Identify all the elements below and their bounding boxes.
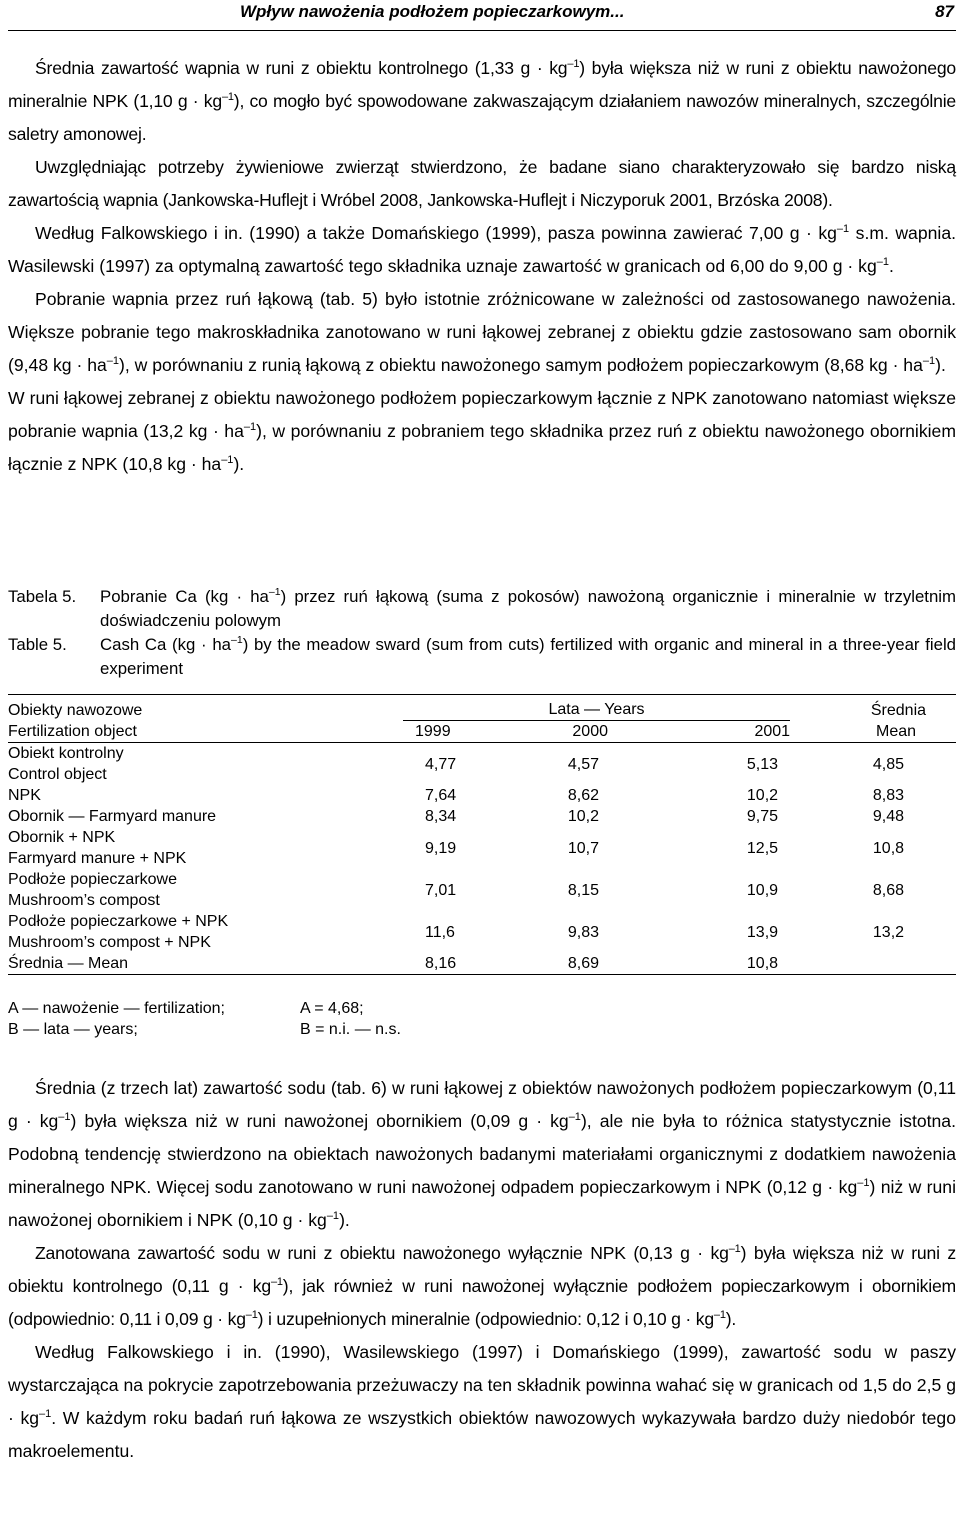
header-object-en: Fertilization object	[8, 721, 403, 743]
cell: 13,2	[872, 923, 905, 941]
stat-value: A = 4,68;	[300, 1000, 364, 1017]
body-text-bottom	[8, 1072, 956, 1468]
header-year: 2000	[481, 721, 656, 743]
header-mean-en: Mean	[790, 721, 956, 743]
page-number: 87	[935, 2, 954, 21]
header-years: Lata — Years	[403, 695, 790, 722]
running-title: Wpływ nawożenia podłożem popieczarkowym...	[240, 2, 625, 21]
cell	[790, 953, 956, 975]
row-label: NPK	[8, 787, 41, 804]
cell: 10,9	[746, 881, 779, 899]
running-header	[8, 0, 956, 31]
row-label: Podłoże popieczarkowe Mushroom’s compost	[8, 871, 177, 909]
cell: 12,5	[746, 839, 779, 857]
paragraph: W runi łąkowej zebranej z obiektu nawożonego podłożem popieczarkowym łącznie z NPK zanotowano natomiast większe pobranie wapnia (13,2 kg · $ha^{-1}$), w porównaniu z pobraniem tego składnika przez ruń z obiektu nawożonego obornikiem łącznie z NPK (10,8 kg · $ha^{-1}$).	[8, 388, 956, 474]
table-row	[8, 785, 956, 806]
cell: 5,13	[746, 755, 779, 773]
paragraph: Zanotowana zawartość sodu w runi z obiektu nawożonego wyłącznie NPK (0,13 $g \cdot kg^{-1}$) była większa niż w runi z obiektu kontrolnego (0,11 $g \cdot kg^{-1}$), jak również w runi nawożonej wyłącznie podłożem popieczarkowym i obornikiem (odpowiednio: 0,11 i 0,09 $g \cdot kg^{-1}$) i uzupełnionych mineralnie (odpowiednio: 0,12 i 0,10 $g \cdot kg^{-1}$).	[8, 1243, 957, 1329]
cell: 8,68	[872, 881, 905, 899]
data-table	[8, 694, 956, 975]
table-row	[8, 806, 956, 827]
row-label: Podłoże popieczarkowe + NPK Mushroom’s compost + NPK	[8, 913, 229, 951]
paragraph: Pobranie wapnia przez ruń łąkową (tab. 5) było istotnie zróżnicowane w zależności od zastosowanego nawożenia. Większe pobranie tego makroskładnika zanotowano w runi łąkowej zebranej z obiektu gdzie zastosowano sam obornik (9,48 kg · $ha^{-1}$), w porównaniu z runią łąkową z obiektu nawożonego samym podłożem popieczarkowym (8,68 kg · $ha^{-1}$).	[8, 289, 956, 375]
cell: 9,83	[567, 923, 599, 941]
header-object: Obiekty nawozowe	[8, 695, 403, 722]
cell: 8,15	[567, 881, 599, 899]
stat-label: A — nawożenie — fertilization;	[8, 1000, 225, 1017]
paragraph: Według Falkowskiego i in. (1990), Wasilewskiego (1997) i Domańskiego (1999), zawartość sodu w paszy wystarczająca na pokrycie zapotrzebowania przeżuwaczy na ten składnik powinna wahać się w granicach od 1,5 do 2,5 $g \cdot kg^{-1}$. W każdym roku badań ruń łąkowa ze wszystkich obiektów nawozowych wykazywała bardzo duży niedobór tego makroelementu.	[8, 1342, 956, 1461]
cell: 7,01	[425, 881, 457, 899]
stat-row	[8, 1019, 956, 1040]
stat-value: B = n.i. — n.s.	[300, 1021, 401, 1038]
caption-english	[8, 633, 956, 681]
cell: 8,83	[872, 787, 905, 804]
header-mean: Średnia	[790, 695, 956, 722]
cell: 9,19	[425, 839, 457, 857]
table-header-row	[8, 721, 956, 743]
table-header-row	[8, 695, 956, 722]
row-label: Obornik — Farmyard manure	[8, 808, 217, 825]
cell: 10,8	[656, 953, 790, 975]
cell: 10,2	[746, 787, 779, 804]
stat-row	[8, 998, 956, 1019]
cell: 4,77	[425, 755, 457, 773]
cell: 10,2	[567, 808, 599, 825]
cell: 13,9	[746, 923, 779, 941]
caption-label: Table 5.	[8, 635, 67, 654]
stat-label: B — lata — years;	[8, 1021, 138, 1038]
table-caption	[8, 585, 956, 681]
row-label: Obiekt kontrolny Control object	[8, 745, 124, 783]
paragraph: Średnia zawartość wapnia w runi z obiektu kontrolnego (1,33 $g \cdot kg^{-1}$) była większa niż w runi z obiektu nawożonego mineralnie NPK (1,10 $g \cdot kg^{-1}$), co mogło być spowodowane zakwaszającym działaniem nawozów mineralnych, szczególnie saletry amonowej.	[8, 58, 956, 144]
cell: 9,48	[872, 808, 905, 825]
cell: 11,6	[425, 923, 455, 941]
caption-polish	[8, 585, 956, 633]
cell: 10,7	[567, 839, 599, 857]
cell: 4,57	[567, 755, 599, 773]
table-row	[8, 827, 956, 869]
cell: 8,69	[481, 953, 656, 975]
paragraph: Według Falkowskiego i in. (1990) a także Domańskiego (1999), pasza powinna zawierać 7,00 $g \cdot kg^{-1}$ s.m. wapnia. Wasilewski (1997) za optymalną zawartość tego składnika uznaje zawartość w granicach od 6,00 do 9,00 $g \cdot kg^{-1}$.	[8, 223, 956, 276]
cell: 7,64	[425, 787, 457, 804]
cell: 8,62	[567, 787, 599, 804]
caption-text: Cash Ca $(kg \cdot ha^{-1})$ by the meadow sward (sum from cuts) fertilized with organic and mineral in a three-year field experiment	[100, 634, 957, 678]
header-year: 2001	[656, 721, 790, 743]
body-text-top	[8, 52, 956, 481]
cell: 4,85	[872, 755, 905, 773]
caption-label: Tabela 5.	[8, 587, 77, 606]
table-row	[8, 911, 956, 953]
caption-text: Pobranie Ca $(kg \cdot ha^{-1})$ przez ruń łąkową (suma z pokosów) nawożoną organicznie i mineralnie w trzyletnim doświadczeniu polowym	[100, 586, 956, 630]
row-label: Średnia — Mean	[8, 953, 403, 975]
paragraph: Uwzględniając potrzeby żywieniowe zwierząt stwierdzono, że badane siano charakteryzowało się bardzo niską zawartością wapnia (Jankowska-Huflejt i Wróbel 2008, Jankowska-Huflejt i Niczyporuk 2001, Brzóska 2008).	[8, 157, 956, 210]
cell: 8,16	[403, 953, 481, 975]
cell: 9,75	[746, 808, 779, 825]
paragraph: Średnia (z trzech lat) zawartość sodu (tab. 6) w runi łąkowej z obiektów nawożonych podłożem popieczarkowym (0,11 $g \cdot kg^{-1}$) była większa niż w runi nawożonej obornikiem (0,09 $g \cdot kg^{-1}$), ale nie była to różnica statystycznie istotna. Podobną tendencję stwierdzono na obiektach nawożonych badanymi materiałami organicznymi z dodatkiem nawożenia mineralnego NPK. Więcej sodu zanotowano w runi nawożonej odpadem popieczarkowym i NPK (0,12 $g \cdot kg^{-1}$) niż w runi nawożonej obornikiem i NPK (0,10 $g \cdot kg^{-1}$).	[8, 1078, 956, 1230]
table-row	[8, 743, 956, 786]
cell: 10,8	[872, 839, 905, 857]
table-row	[8, 953, 956, 975]
row-label: Obornik + NPK Farmyard manure + NPK	[8, 829, 187, 867]
cell: 8,34	[425, 808, 457, 825]
header-year: 1999	[403, 721, 481, 743]
table-row	[8, 869, 956, 911]
table-statistics	[8, 998, 956, 1040]
